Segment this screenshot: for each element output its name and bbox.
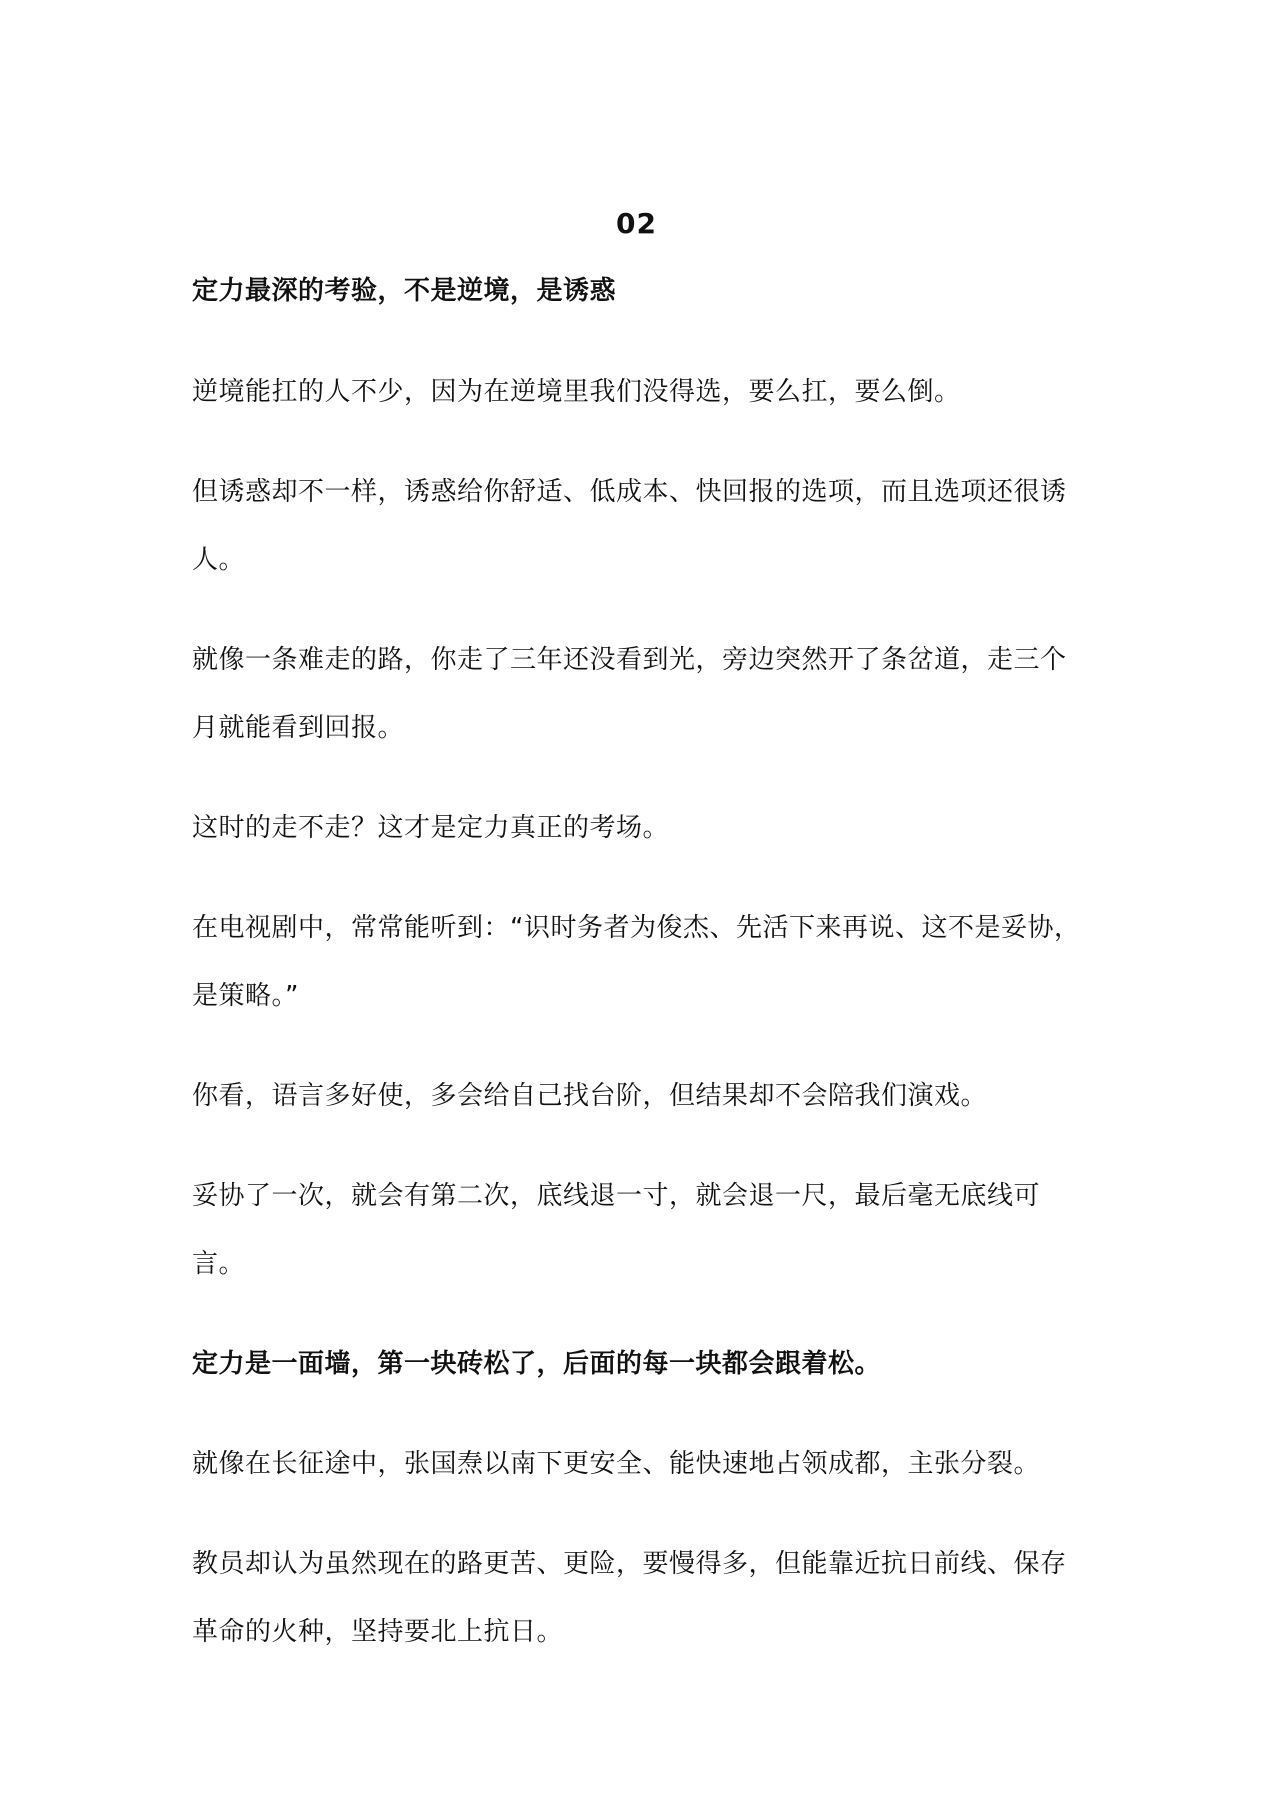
paragraph: 你看，语言多好使，多会给自己找台阶，但结果却不会陪我们演戏。	[192, 1081, 988, 1111]
paragraph: 逆境能扛的人不少，因为在逆境里我们没得选，要么扛，要么倒。	[192, 377, 961, 407]
article-body	[192, 266, 1082, 1698]
paragraph: 但诱惑却不一样，诱惑给你舒适、低成本、快回报的选项，而且选项还很诱人。	[192, 477, 1067, 575]
paragraph: 就像在长征途中，张国焘以南下更安全、能快速地占领成都，主张分裂。	[192, 1449, 1041, 1479]
paragraph: 这时的走不走？这才是定力真正的考场。	[192, 813, 670, 843]
section-heading: 定力最深的考验，不是逆境，是诱惑	[192, 276, 617, 306]
paragraph: 妥协了一次，就会有第二次，底线退一寸，就会退一尺，最后毫无底线可言。	[192, 1181, 1041, 1279]
section-number: 02	[616, 207, 657, 240]
emphasis-paragraph: 定力是一面墙，第一块砖松了，后面的每一块都会跟着松。	[192, 1349, 882, 1379]
paragraph: 就像一条难走的路，你走了三年还没看到光，旁边突然开了条岔道，走三个月就能看到回报。	[192, 645, 1067, 743]
paragraph: 在电视剧中，常常能听到：“识时务者为俊杰、先活下来再说、这不是妥协，是策略。”	[192, 913, 1081, 1011]
paragraph: 教员却认为虽然现在的路更苦、更险，要慢得多，但能靠近抗日前线、保存革命的火种，坚持要北上抗日。	[192, 1549, 1067, 1647]
